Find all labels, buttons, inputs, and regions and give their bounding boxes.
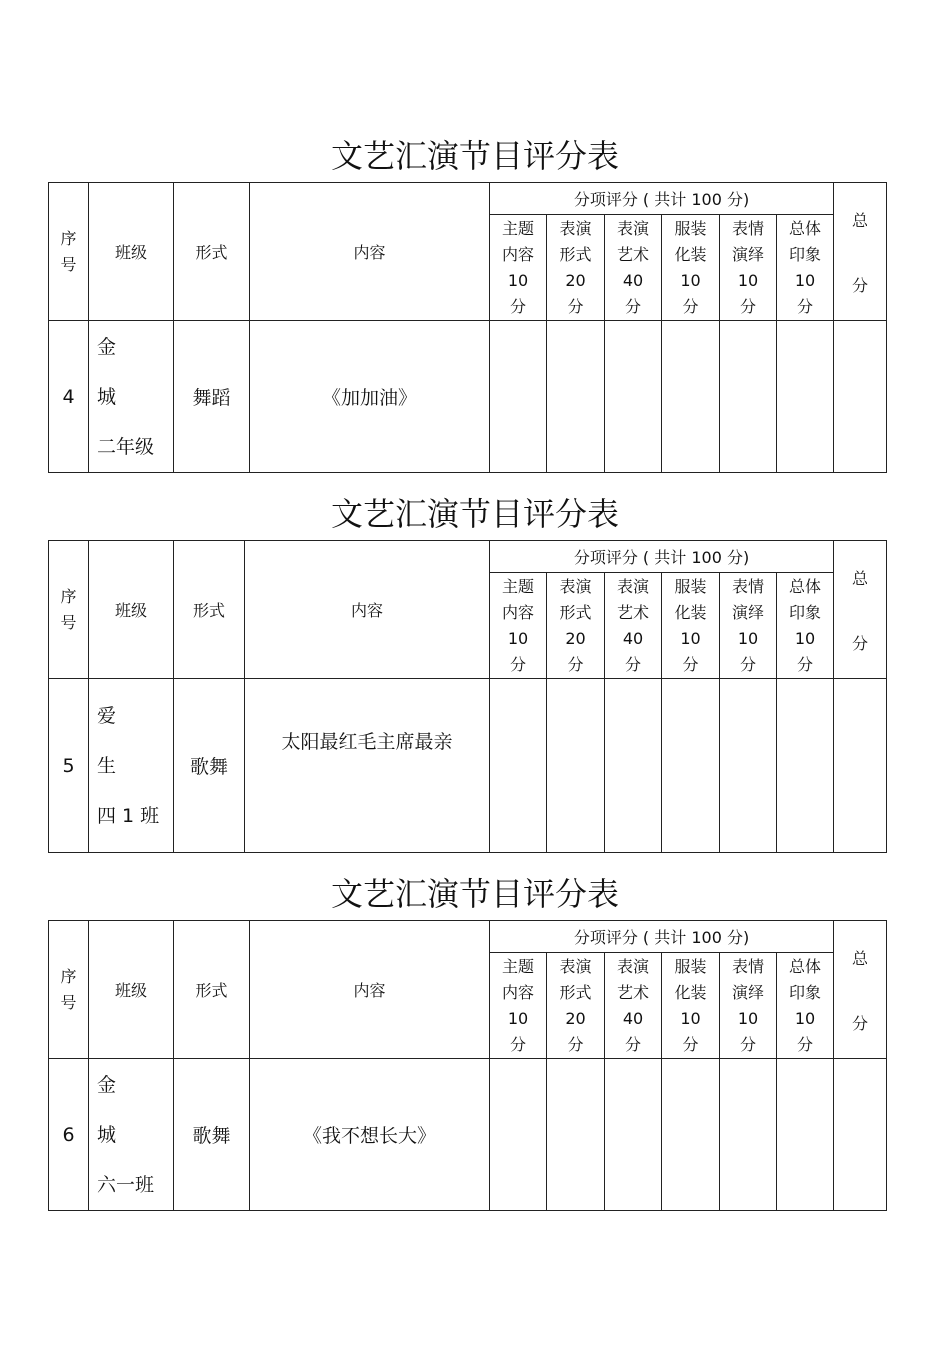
header-sub: 主题 内容 10 分 <box>490 215 547 321</box>
header-group: 分项评分 ( 共计 100 分) <box>490 541 834 573</box>
score-cell[interactable] <box>547 679 605 853</box>
row-number: 5 <box>49 679 89 853</box>
header-total: 总 分 <box>834 541 887 679</box>
score-cell[interactable] <box>777 321 834 473</box>
header-sub: 表演 形式 20 分 <box>547 573 605 679</box>
score-cell[interactable] <box>720 1059 777 1211</box>
header-content: 内容 <box>250 921 490 1059</box>
score-cell[interactable] <box>720 679 777 853</box>
header-total: 总 分 <box>834 183 887 321</box>
header-group: 分项评分 ( 共计 100 分) <box>490 183 834 215</box>
header-sub: 服装 化装 10 分 <box>662 953 720 1059</box>
score-cell[interactable] <box>777 679 834 853</box>
row-number: 6 <box>49 1059 89 1211</box>
row-form: 歌舞 <box>174 679 245 853</box>
header-sub: 表演 艺术 40 分 <box>605 215 662 321</box>
header-sub: 表演 形式 20 分 <box>547 953 605 1059</box>
header-content: 内容 <box>245 541 490 679</box>
header-class: 班级 <box>89 921 174 1059</box>
total-cell[interactable] <box>834 679 887 853</box>
score-table <box>48 920 887 1211</box>
row-content: 太阳最红毛主席最亲 <box>245 679 490 853</box>
header-seq: 序 号 <box>49 541 89 679</box>
total-cell[interactable] <box>834 321 887 473</box>
score-cell[interactable] <box>662 679 720 853</box>
score-cell[interactable] <box>490 1059 547 1211</box>
score-table <box>48 182 887 473</box>
score-cell[interactable] <box>547 1059 605 1211</box>
header-class: 班级 <box>89 183 174 321</box>
score-cell[interactable] <box>490 321 547 473</box>
header-form: 形式 <box>174 921 250 1059</box>
sheet-title: 文艺汇演节目评分表 <box>330 875 619 913</box>
header-sub: 表演 艺术 40 分 <box>605 953 662 1059</box>
header-sub: 服装 化装 10 分 <box>662 215 720 321</box>
header-sub: 总体 印象 10 分 <box>777 953 834 1059</box>
header-form: 形式 <box>174 183 250 321</box>
table-row <box>49 1059 887 1211</box>
score-cell[interactable] <box>490 679 547 853</box>
sheet-title: 文艺汇演节目评分表 <box>330 495 619 533</box>
header-sub: 总体 印象 10 分 <box>777 215 834 321</box>
total-cell[interactable] <box>834 1059 887 1211</box>
header-sub: 主题 内容 10 分 <box>490 573 547 679</box>
header-sub: 表演 形式 20 分 <box>547 215 605 321</box>
header-sub: 表演 艺术 40 分 <box>605 573 662 679</box>
row-form: 舞蹈 <box>174 321 250 473</box>
score-cell[interactable] <box>605 1059 662 1211</box>
header-sub: 表情 演绎 10 分 <box>720 573 777 679</box>
header-seq: 序 号 <box>49 183 89 321</box>
header-sub: 主题 内容 10 分 <box>490 953 547 1059</box>
sheet-title: 文艺汇演节目评分表 <box>330 137 619 175</box>
header-group: 分项评分 ( 共计 100 分) <box>490 921 834 953</box>
header-total: 总 分 <box>834 921 887 1059</box>
header-sub: 表情 演绎 10 分 <box>720 215 777 321</box>
header-sub: 服装 化装 10 分 <box>662 573 720 679</box>
table-row <box>49 321 887 473</box>
score-cell[interactable] <box>662 321 720 473</box>
table-row <box>49 679 887 853</box>
score-cell[interactable] <box>605 321 662 473</box>
row-content: 《加加油》 <box>250 321 490 473</box>
score-cell[interactable] <box>662 1059 720 1211</box>
header-seq: 序 号 <box>49 921 89 1059</box>
score-cell[interactable] <box>777 1059 834 1211</box>
header-sub: 总体 印象 10 分 <box>777 573 834 679</box>
header-sub: 表情 演绎 10 分 <box>720 953 777 1059</box>
header-class: 班级 <box>89 541 174 679</box>
score-table <box>48 540 887 853</box>
score-cell[interactable] <box>720 321 777 473</box>
row-class: 金 城 二年级 <box>89 321 174 473</box>
row-content: 《我不想长大》 <box>250 1059 490 1211</box>
row-class: 爱 生 四 1 班 <box>89 679 174 853</box>
row-number: 4 <box>49 321 89 473</box>
score-cell[interactable] <box>605 679 662 853</box>
header-form: 形式 <box>174 541 245 679</box>
row-class: 金 城 六一班 <box>89 1059 174 1211</box>
score-cell[interactable] <box>547 321 605 473</box>
header-content: 内容 <box>250 183 490 321</box>
row-form: 歌舞 <box>174 1059 250 1211</box>
